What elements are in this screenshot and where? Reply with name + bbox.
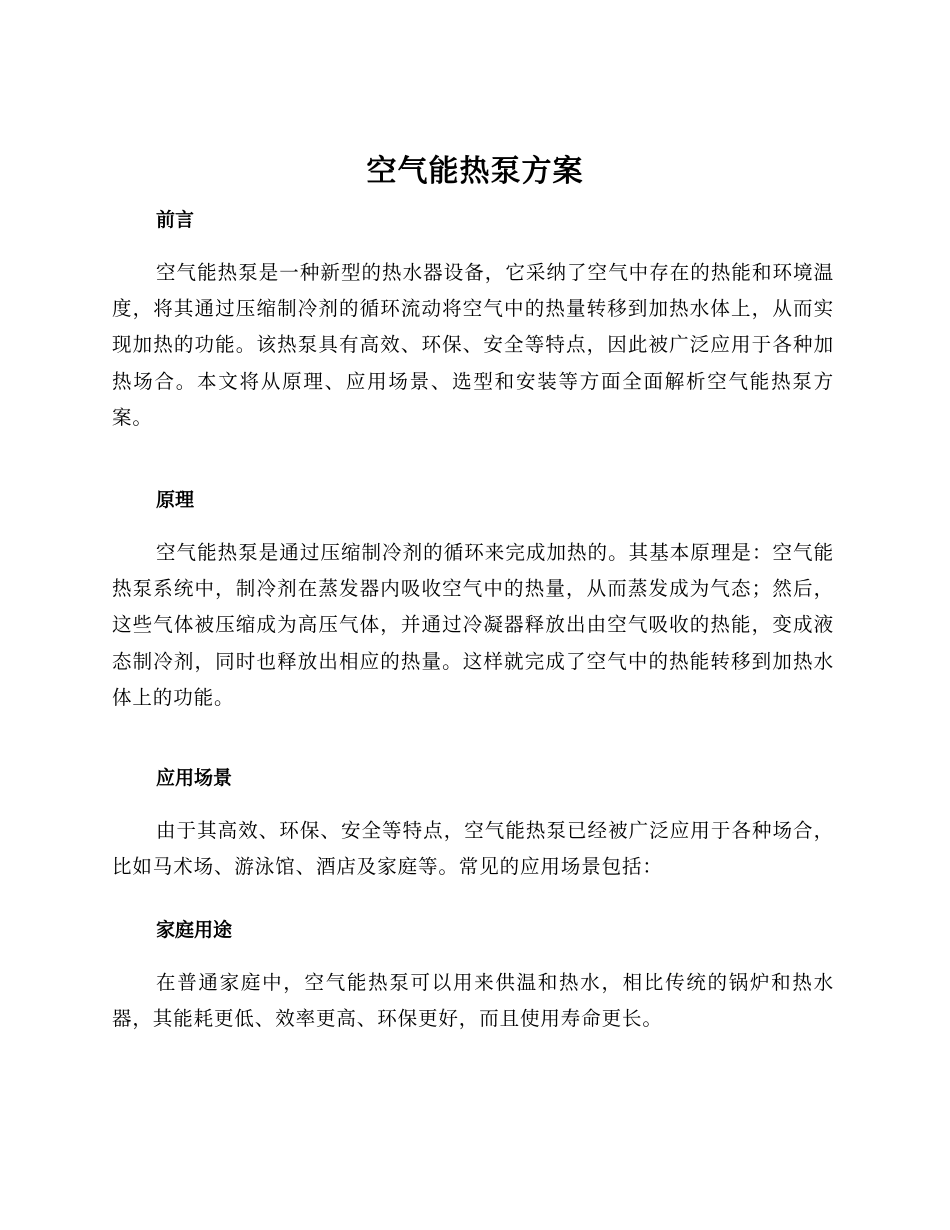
section-body-principle: 空气能热泵是通过压缩制冷剂的循环来完成加热的。其基本原理是：空气能热泵系统中，制冷剂在蒸发器内吸收空气中的热量，从而蒸发成为气态；然后，这些气体被压缩成为高压气体，并通过冷凝器释放出由空气吸收的热能，变成液态制冷剂，同时也释放出相应的热量。这样就完成了空气中的热能转移到加热水体上的功能。 [112, 541, 834, 709]
section-heading-preface: 前言 [156, 209, 195, 231]
section-body-household: 在普通家庭中，空气能热泵可以用来供温和热水，相比传统的锅炉和热水器，其能耗更低、效率更高、环保更好，而且使用寿命更长。 [112, 971, 834, 1031]
section-heading-principle: 原理 [156, 489, 195, 511]
section-heading-household: 家庭用途 [156, 919, 233, 941]
document-title: 空气能热泵方案 [366, 154, 584, 189]
section-body-application: 由于其高效、环保、安全等特点，空气能热泵已经被广泛应用于各种场合，比如马术场、游泳馆、酒店及家庭等。常见的应用场景包括： [112, 819, 834, 879]
section-body-preface: 空气能热泵是一种新型的热水器设备，它采纳了空气中存在的热能和环境温度，将其通过压缩制冷剂的循环流动将空气中的热量转移到加热水体上，从而实现加热的功能。该热泵具有高效、环保、安全等特点，因此被广泛应用于各种加热场合。本文将从原理、应用场景、选型和安装等方面全面解析空气能热泵方案。 [112, 261, 834, 429]
section-heading-application: 应用场景 [156, 767, 233, 789]
